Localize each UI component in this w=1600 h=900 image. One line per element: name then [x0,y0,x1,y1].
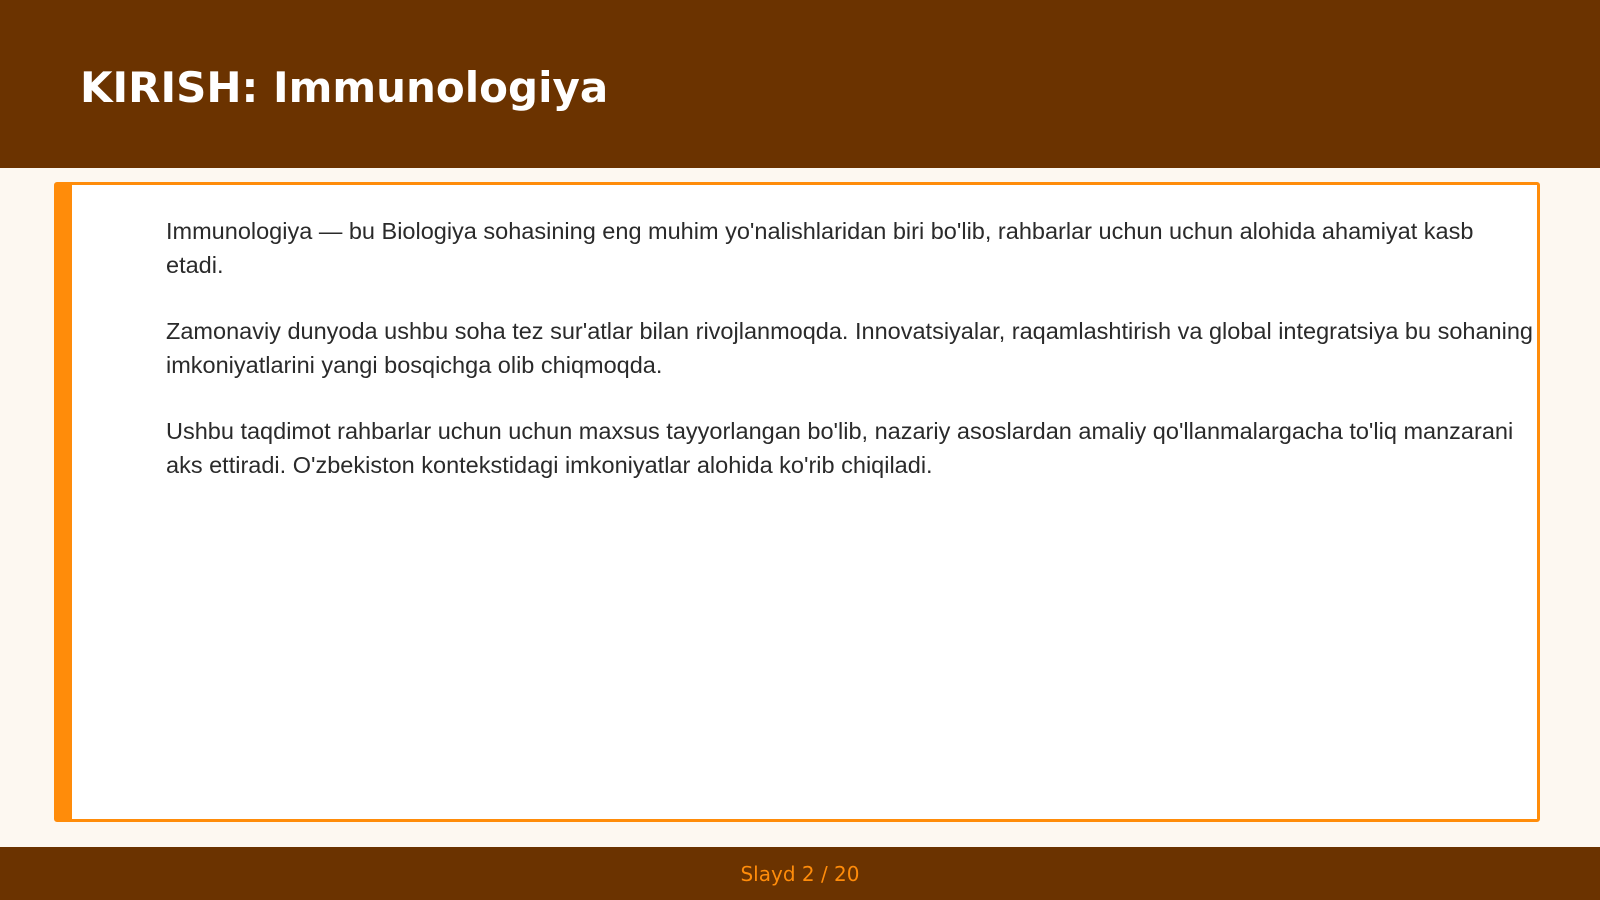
content-card [54,182,1540,822]
slide-header [0,0,1600,168]
slide-footer [0,847,1600,900]
slide-title: KIRISH: Immunologiya [80,63,609,112]
content-paragraph-3: Ushbu taqdimot rahbarlar uchun uchun maxsus tayyorlangan bo'lib, nazariy asoslardan amaliy qo'llanmalargacha to'liq manzarani aks ettiradi. O'zbekiston kontekstidagi imkoniyatlar alohida ko'rib chiqiladi. [166,418,1514,478]
content-paragraph-2: Zamonaviy dunyoda ushbu soha tez sur'atlar bilan rivojlanmoqda. Innovatsiyalar, raqamlashtirish va global integratsiya bu sohaning imkoniyatlarini yangi bosqichga olib chiqmoqda. [166,318,1533,378]
content-paragraph-1: Immunologiya — bu Biologiya sohasining eng muhim yo'nalishlaridan biri bo'lib, rahbarlar uchun uchun alohida ahamiyat kasb etadi. [166,218,1474,278]
slide-counter: Slayd 2 / 20 [740,862,860,886]
